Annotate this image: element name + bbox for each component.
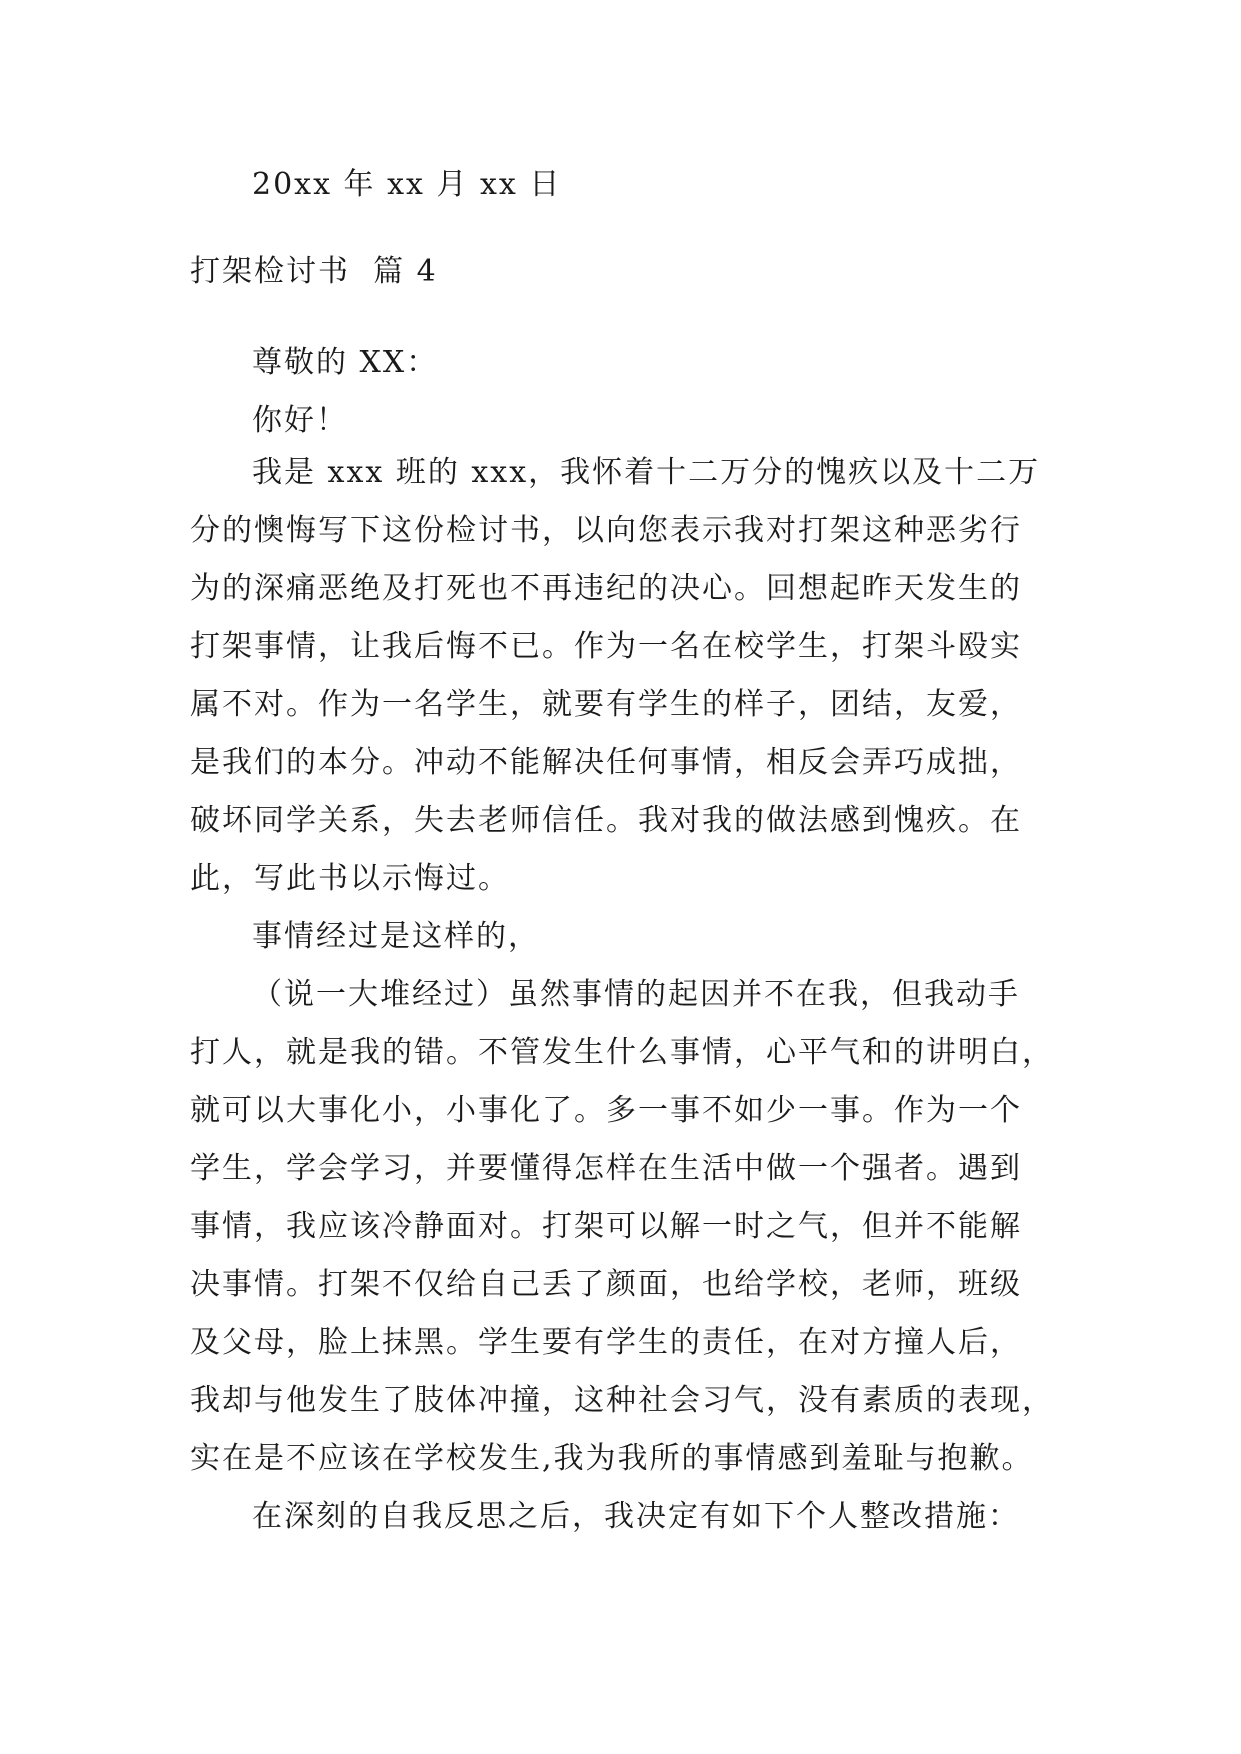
paragraph-line: 在深刻的自我反思之后，我决定有如下个人整改措施： [252,1499,1020,1534]
salutation: 尊敬的 XX： [252,345,439,380]
paragraph-reflection [190,1488,1050,1546]
paragraph-line: 我却与他发生了肢体冲撞，这种社会习气，没有素质的表现， [190,1383,1054,1418]
paragraph-line: 事情经过是这样的， [252,919,540,954]
paragraph-event-intro [190,908,1050,966]
greeting: 你好！ [252,403,348,438]
paragraph-line: 属不对。作为一名学生，就要有学生的样子，团结，友爱， [190,687,1022,722]
paragraph-event-details [190,966,1054,1488]
paragraph-line: 事情，我应该冷静面对。打架可以解一时之气，但并不能解 [190,1209,1022,1244]
paragraph-line: 为的深痛恶绝及打死也不再违纪的决心。回想起昨天发生的 [190,571,1022,606]
paragraph-introduction [190,444,1050,908]
paragraph-line: 及父母，脸上抹黑。学生要有学生的责任，在对方撞人后， [190,1325,1022,1360]
paragraph-line: 决事情。打架不仅给自己丢了颜面，也给学校，老师，班级 [190,1267,1022,1302]
paragraph-line: （说一大堆经过）虽然事情的起因并不在我，但我动手 [252,977,1020,1012]
paragraph-line: 我是 xxx 班的 xxx，我怀着十二万分的愧疚以及十二万 [252,455,1041,490]
paragraph-line: 打人，就是我的错。不管发生什么事情，心平气和的讲明白， [190,1035,1054,1070]
paragraph-line: 就可以大事化小，小事化了。多一事不如少一事。作为一个 [190,1093,1022,1128]
paragraph-line: 实在是不应该在学校发生,我为我所的事情感到羞耻与抱歉。 [190,1441,1034,1476]
paragraph-line: 学生，学会学习，并要懂得怎样在生活中做一个强者。遇到 [190,1151,1022,1186]
paragraph-line: 破坏同学关系，失去老师信任。我对我的做法感到愧疚。在 [190,803,1022,838]
paragraph-line: 打架事情，让我后悔不已。作为一名在校学生，打架斗殴实 [190,629,1022,664]
paragraph-line: 分的懊悔写下这份检讨书，以向您表示我对打架这种恶劣行 [190,513,1022,548]
paragraph-line: 是我们的本分。冲动不能解决任何事情，相反会弄巧成拙， [190,745,1022,780]
date-line: 20xx 年 xx 月 xx 日 [252,167,562,202]
paragraph-line: 此，写此书以示悔过。 [190,861,510,896]
section-heading: 打架检讨书 篇 4 [190,254,438,289]
